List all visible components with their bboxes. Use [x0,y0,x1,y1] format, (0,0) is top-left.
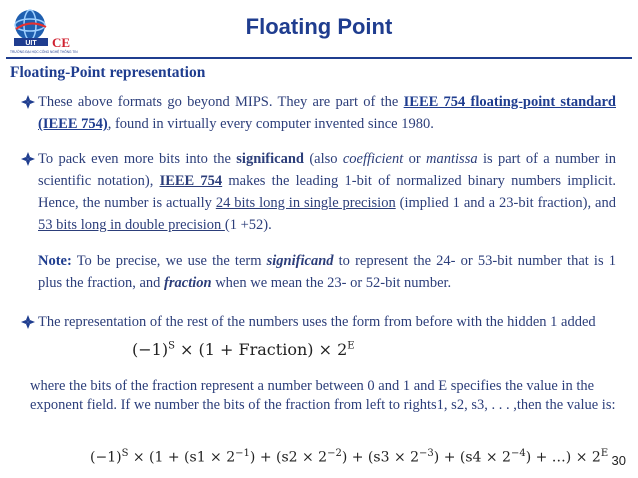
diamond-bullet-icon [20,314,36,330]
ieee-standard-link[interactable]: IEEE 754 floating-point standard [403,94,617,110]
diamond-bullet-icon [20,151,36,167]
ieee-754-link[interactable]: (IEEE 754) [38,116,108,132]
page-number: 30 [611,453,626,468]
header-divider [6,57,632,59]
paragraph-significand: To pack even more bits into the significand (also coefficient or mantissa is part of a number in scientific notation), IEEE 754 makes the leading 1-bit of normalized binary numbers implicit. Hence, the number is actually 24 bits long in single precision (implied 1 and a 23-bit fraction), and 53 bits long in double precision (1 +52). [20,148,616,236]
formula-simple: $(-1)^S \times (1$ + Fraction) × $2^E$ [132,340,355,359]
svg-text:TRƯỜNG ĐẠI HỌC CÔNG NGHỆ THÔNG: TRƯỜNG ĐẠI HỌC CÔNG NGHỆ THÔNG TIN [10,50,78,54]
note-paragraph: Note: To be precise, we use the term significand to represent the 24- or 53-bit number that is 1 plus the fraction, and fraction when we mean the 23- or 52-bit number. [38,253,616,291]
paragraph-ieee-standard: These above formats go beyond MIPS. They are part of the IEEE 754 floating-point standard (IEEE 754), found in virtually every computer invented since 1980. [20,91,616,135]
svg-text:CE: CE [52,35,71,50]
diamond-bullet-icon [20,94,36,110]
paragraph-fraction-bits: where the bits of the fraction represent a number between 0 and 1 and E specifies the value in the exponent field. If we number the bits of the fraction from left to rights1, s2, s3, . . . ,then the value is: [30,378,616,413]
paragraph-hidden-one: The representation of the rest of the numbers uses the form from before with the hidden 1 added [20,311,616,333]
formula-expanded: $(-1)^S \times (1 + (s1 \times 2^{-1}) + (s2 \times 2^{-2}) + (s3 \times 2^{-3}) + (s4 \times 2^{-4})$ + …) × $2^E$ [90,448,609,466]
slide-title: Floating Point [245,14,393,39]
section-title: Floating-Point representation [10,64,206,81]
svg-text:UIT: UIT [25,40,37,47]
